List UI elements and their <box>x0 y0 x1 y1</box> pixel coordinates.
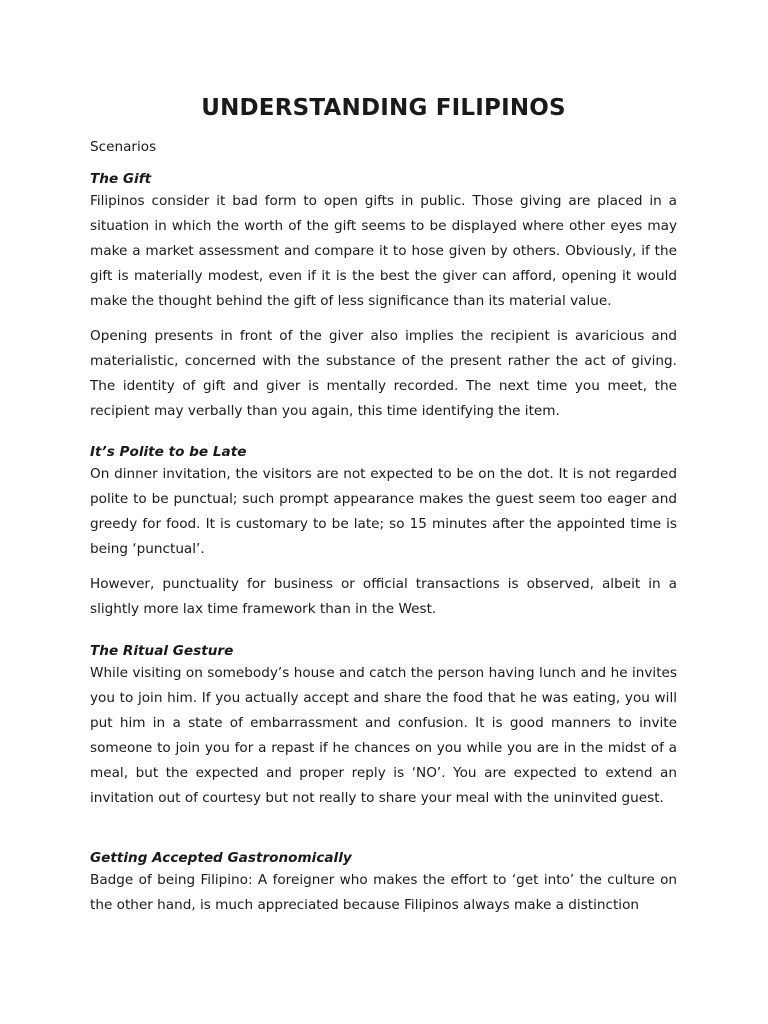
section-the-gift-paragraph-2 <box>90 324 677 424</box>
section-paragraph: Filipinos consider it bad form to open gifts in public. Those giving are placed in a situation in which the worth of the gift seems to be displayed where other eyes may make a market assessment and compare it to hose given by others. Obviously, if the gift is materially modest, even if it is the best the giver can afford, opening it would make the thought behind the gift of less significance than its material value. <box>90 193 677 309</box>
scenarios-block <box>90 137 677 157</box>
section-ritual-gesture <box>90 641 677 811</box>
document-title: UNDERSTANDING FILIPINOS <box>201 95 566 121</box>
scenarios-label: Scenarios <box>90 139 157 155</box>
section-paragraph: Badge of being Filipino: A foreigner who makes the effort to ‘get into’ the culture on the other hand, is much appreciated because Filipinos always make a distinction <box>90 872 677 913</box>
section-polite-to-be-late <box>90 442 677 562</box>
section-getting-accepted-gastronomically <box>90 848 677 918</box>
section-paragraph: However, punctuality for business or official transactions is observed, albeit in a slightly more lax time framework than in the West. <box>90 576 677 617</box>
section-paragraph: On dinner invitation, the visitors are not expected to be on the dot. It is not regarded polite to be punctual; such prompt appearance makes the guest seem too eager and greedy for food. It is customary to be late; so 15 minutes after the appointed time is being ‘punctual’. <box>90 466 677 557</box>
section-paragraph: Opening presents in front of the giver also implies the recipient is avaricious and materialistic, concerned with the substance of the present rather the act of giving. The identity of gift and giver is mentally recorded. The next time you meet, the recipient may verbally than you again, this time identifying the item. <box>90 328 677 419</box>
section-polite-to-be-late-paragraph-2 <box>90 572 677 622</box>
section-paragraph: While visiting on somebody’s house and catch the person having lunch and he invites you to join him. If you actually accept and share the food that he was eating, you will put him in a state of embarrassment and confusion. It is good manners to invite someone to join you for a repast if he chances on you while you are in the midst of a meal, but the expected and proper reply is ‘NO’. You are expected to extend an invitation out of courtesy but not really to share your meal with the uninvited guest. <box>90 665 677 806</box>
section-heading: The Gift <box>90 171 152 187</box>
section-heading: It’s Polite to be Late <box>90 444 247 460</box>
section-heading: Getting Accepted Gastronomically <box>90 850 352 866</box>
section-heading: The Ritual Gesture <box>90 643 234 659</box>
section-the-gift <box>90 169 677 314</box>
